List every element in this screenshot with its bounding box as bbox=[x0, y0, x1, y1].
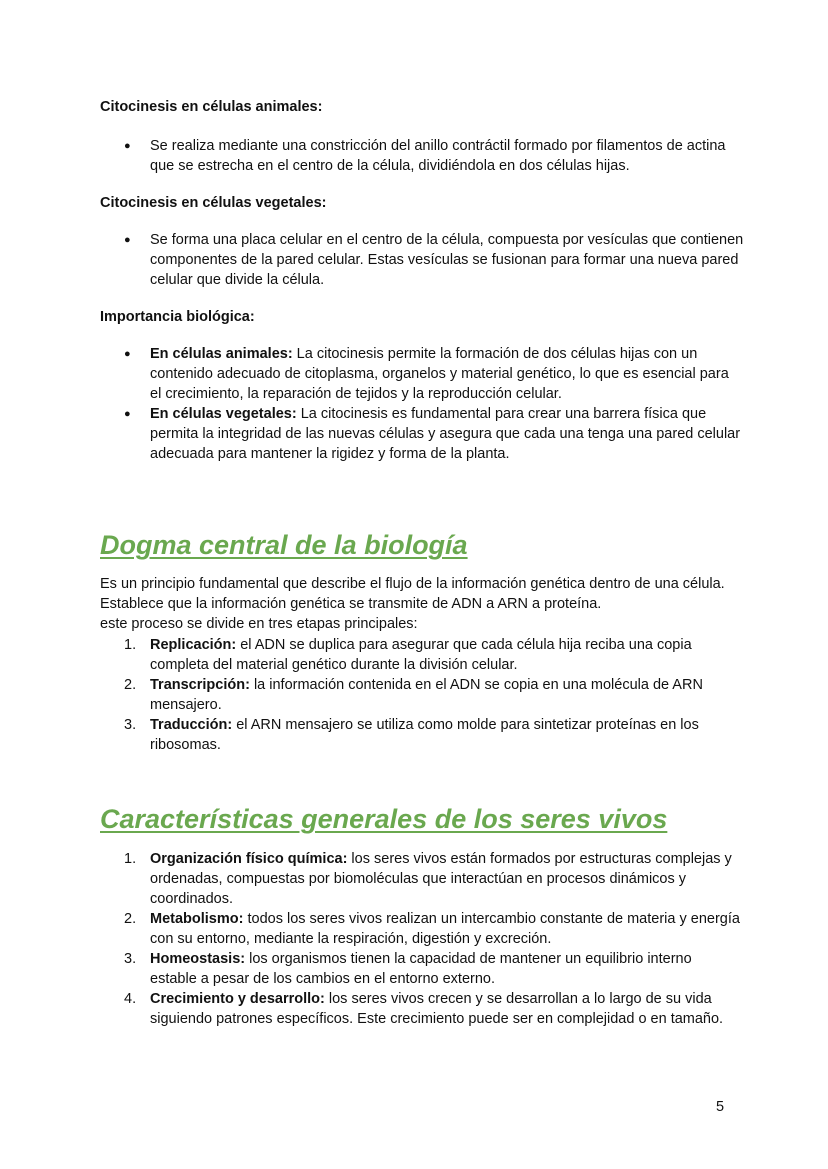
list-item-term: En células animales: bbox=[150, 346, 293, 362]
dogma-intro-text: Es un principio fundamental que describe el flujo de la información genética dentro de una célula. Establece que la información genética se transmite de ADN a ARN a proteína. bbox=[100, 576, 725, 612]
list-item-text: el ARN mensajero se utiliza como molde para sintetizar proteínas en los ribosomas. bbox=[150, 717, 699, 753]
list-item bbox=[100, 635, 740, 675]
animal-cytokinesis-heading: Citocinesis en células animales: bbox=[100, 99, 323, 115]
list-item-text: el ADN se duplica para asegurar que cada célula hija reciba una copia completa del material genético durante la división celular. bbox=[150, 637, 692, 673]
list-item-text: los seres vivos están formados por estructuras complejas y ordenadas, compuestas por biomoléculas que interactúan en procesos dinámicos y coordinados. bbox=[150, 851, 732, 907]
dogma-steps-list bbox=[100, 635, 740, 755]
characteristics-section-title: Características generales de los seres vivos bbox=[100, 804, 668, 834]
list-item bbox=[100, 909, 740, 949]
list-item-text: los seres vivos crecen y se desarrollan a lo largo de su vida siguiendo patrones específicos. Este crecimiento puede ser en complejidad o en tamaño. bbox=[150, 991, 724, 1027]
list-item-term: Traducción: bbox=[150, 717, 233, 733]
list-item bbox=[100, 849, 740, 909]
list-item-text: todos los seres vivos realizan un intercambio constante de materia y energía con su entorno, mediante la respiración, digestión y excreción. bbox=[150, 911, 740, 947]
list-item-term: En células vegetales: bbox=[150, 406, 297, 422]
list-item bbox=[100, 715, 740, 755]
list-item-text: los organismos tienen la capacidad de mantener un equilibrio interno estable a pesar de los cambios en el entorno externo. bbox=[150, 951, 692, 987]
list-number: 1. bbox=[124, 637, 137, 653]
list-item-text: La citocinesis es fundamental para crear una barrera física que permita la integridad de las nuevas células y asegura que cada una tenga una pared celular adecuada para mantener la rigidez y forma de la planta. bbox=[150, 406, 741, 462]
page-number: 5 bbox=[716, 1099, 725, 1115]
list-number: 3. bbox=[124, 717, 137, 733]
list-item-term: Homeostasis: bbox=[150, 951, 246, 967]
list-item bbox=[100, 675, 740, 715]
vegetal-cytokinesis-list bbox=[124, 230, 744, 290]
list-number: 3. bbox=[124, 951, 137, 967]
list-item: ● Se realiza mediante una constricción del anillo contráctil formado por filamentos de actina que se estrecha en el centro de la célula, dividiéndola en dos células hijas. bbox=[124, 136, 744, 176]
list-item bbox=[100, 949, 740, 989]
list-item-term: Transcripción: bbox=[150, 677, 250, 693]
vegetal-cytokinesis-heading: Citocinesis en células vegetales: bbox=[100, 195, 327, 211]
dogma-intro bbox=[100, 574, 740, 634]
list-item-text: la información contenida en el ADN se copia en una molécula de ARN mensajero. bbox=[150, 677, 703, 713]
list-item bbox=[124, 404, 744, 464]
list-number: 1. bbox=[124, 851, 137, 867]
list-item-term: Metabolismo: bbox=[150, 911, 244, 927]
list-item: ● Se forma una placa celular en el centro de la célula, compuesta por vesículas que contienen componentes de la pared celular. Estas vesículas se fusionan para formar una nueva pared celular que divide la célula. bbox=[124, 230, 744, 290]
dogma-intro-text-2: este proceso se divide en tres etapas principales: bbox=[100, 616, 418, 632]
list-item-term: Crecimiento y desarrollo: bbox=[150, 991, 325, 1007]
list-item bbox=[100, 989, 740, 1029]
animal-cytokinesis-list bbox=[124, 136, 744, 176]
list-item-term: Organización físico química: bbox=[150, 851, 348, 867]
list-number: 2. bbox=[124, 677, 137, 693]
list-item-term: Replicación: bbox=[150, 637, 237, 653]
list-item bbox=[124, 344, 744, 404]
list-number: 4. bbox=[124, 991, 137, 1007]
dogma-section-title: Dogma central de la biología bbox=[100, 530, 468, 560]
list-number: 2. bbox=[124, 911, 137, 927]
characteristics-list bbox=[100, 849, 740, 1029]
importance-heading: Importancia biológica: bbox=[100, 309, 255, 325]
importance-list bbox=[124, 344, 744, 464]
list-item-text: La citocinesis permite la formación de dos células hijas con un contenido adecuado de citoplasma, organelos y material genético, lo que es esencial para el crecimiento, la reparación de tejidos y la reproducción celular. bbox=[150, 346, 729, 402]
